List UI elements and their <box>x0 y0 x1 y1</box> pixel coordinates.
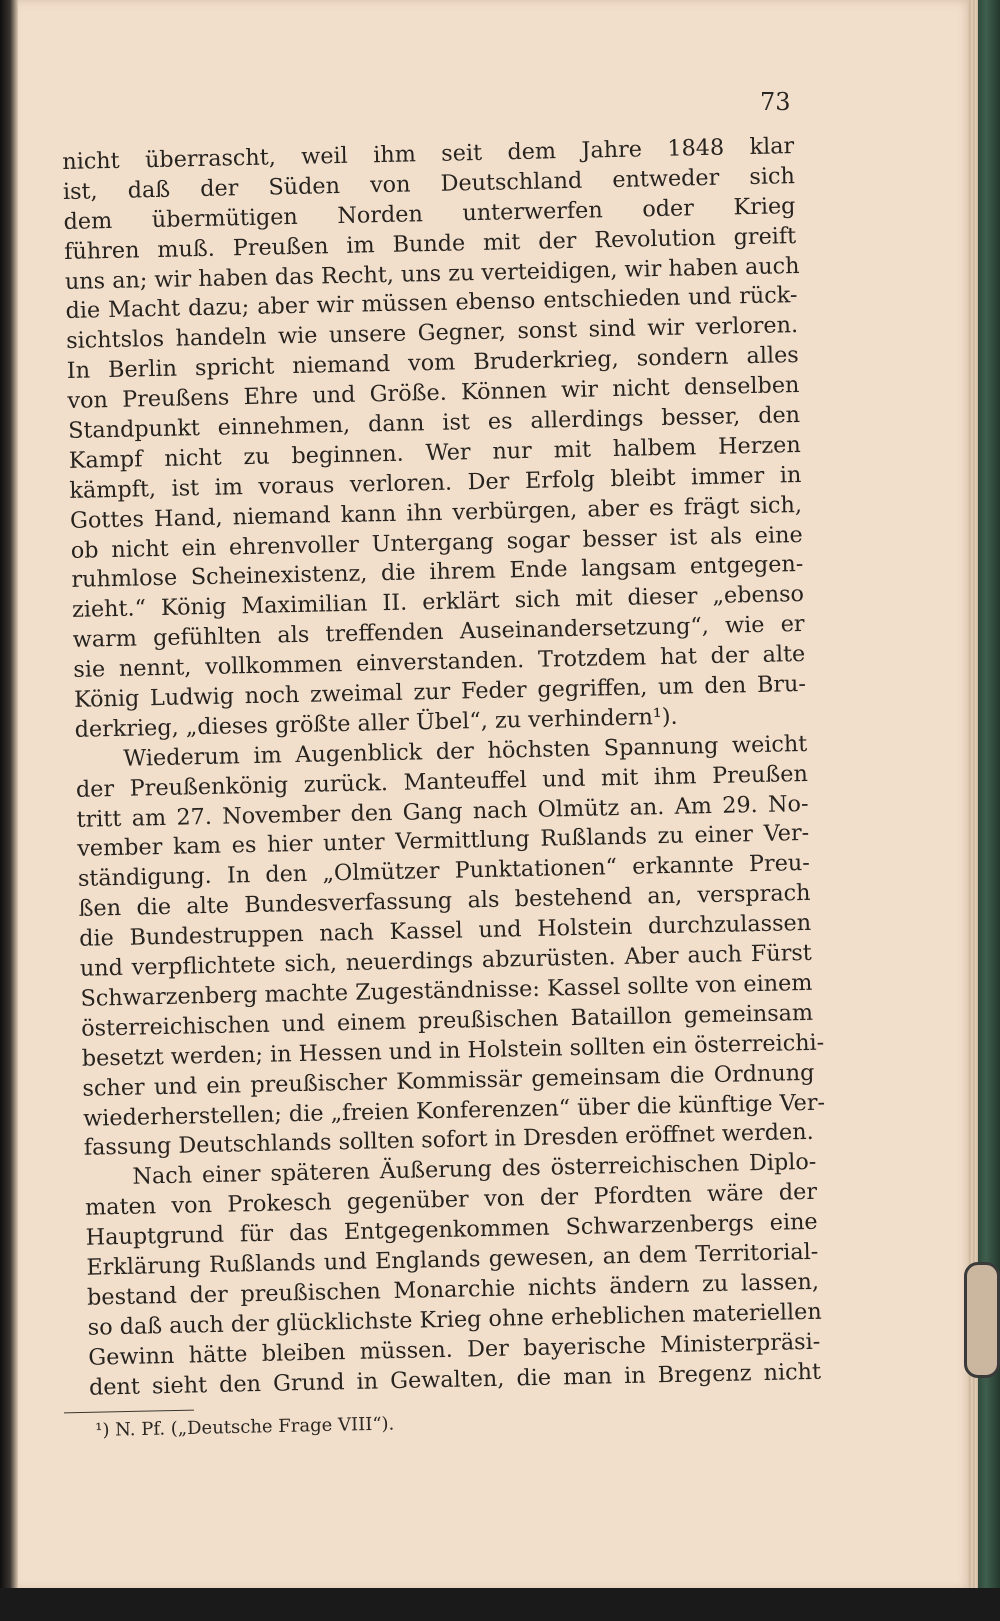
text-line: Gottes Hand, niemand kann ihn verbürgen, aber es frägt sich, <box>69 491 803 534</box>
text-line: uns an; wir haben das Recht, uns zu verteidigen, wir haben auch <box>64 252 800 295</box>
text-line: die Bundestruppen nach Kassel und Holstein durchzulassen <box>78 910 812 952</box>
text-line: bestand der preußischen Monarchie nichts ändern zu lassen, <box>86 1268 820 1311</box>
text-line: Nach einer späteren Äußerung des österreichischen Diplo- <box>132 1149 817 1190</box>
text-line: der Preußenkönig zurück. Manteuffel und mit ihm Preußen <box>75 760 809 803</box>
text-line: so daß auch der glücklichste Krieg ohne erheblichen materiellen <box>87 1298 822 1341</box>
text-line: ßen die alte Bundesverfassung als bestehend an, versprach <box>78 880 811 923</box>
text-line: ob nicht ein ehrenvoller Untergang sogar besser ist als eine <box>70 521 803 564</box>
footnote: ¹) N. Pf. („Deutsche Frage VIII“). <box>95 1413 395 1441</box>
text-line: die Macht dazu; aber wir müssen ebenso entschieden und rück- <box>65 282 798 325</box>
text-line: In Berlin spricht niemand vom Bruderkrieg, sondern alles <box>66 342 799 385</box>
text-line: führen muß. Preußen im Bunde mit der Revolution greift <box>63 222 797 265</box>
text-line: Hauptgrund für das Entgegenkommen Schwarzenbergs eine <box>85 1208 818 1251</box>
text-line: und verpflichtete sich, neuerdings abzurüsten. Aber auch Fürst <box>79 939 813 982</box>
text-line: scher und ein preußischer Kommissär gemeinsam die Ordnung <box>82 1059 815 1102</box>
bottom-shadow <box>0 1588 1000 1621</box>
body-text <box>62 132 826 1403</box>
text-line: tritt am 27. November den Gang nach Olmütz an. Am 29. No- <box>76 790 809 833</box>
text-line: Wiederum im Augenblick der höchsten Spannung weicht <box>123 730 808 772</box>
text-line: nicht überrascht, weil ihm seit dem Jahre 1848 klar <box>62 133 795 175</box>
text-line: von Preußens Ehre und Größe. Können wir nicht denselben <box>67 372 800 415</box>
text-line: ständigung. In den „Olmützer Punktationen“ erkannte Preu- <box>77 850 811 893</box>
page-clip <box>964 1262 1000 1378</box>
text-line: zieht.“ König Maximilian II. erklärt sich mit dieser „ebenso <box>71 581 805 624</box>
text-line: vember kam es hier unter Vermittlung Rußlands zu einer Ver- <box>77 820 810 863</box>
text-line: Kampf nicht zu beginnen. Wer nur mit halbem Herzen <box>68 431 801 474</box>
text-line: derkrieg, „dieses größte aller Übel“, zu verhindern¹). <box>74 703 678 743</box>
text-line: besetzt werden; in Hessen und in Holstein sollten ein österreichi- <box>81 1029 825 1072</box>
text-line: Standpunkt einnehmen, dann ist es allerdings besser, den <box>67 401 801 444</box>
text-line: österreichischen und einem preußischen Bataillon gemeinsam <box>80 999 814 1042</box>
text-line: wiederherstellen; die „freien Konferenzen“ über die künftige Ver- <box>82 1089 826 1132</box>
text-line: fassung Deutschlands sollten sofort in Dresden eröffnet werden. <box>83 1119 814 1162</box>
text-line: dem übermütigen Norden unterwerfen oder Krieg <box>63 192 796 235</box>
text-line: sie nennt, vollkommen einverstanden. Trotzdem hat der alte <box>73 641 806 684</box>
text-line: dent sieht den Grund in Gewalten, die man in Bregenz nicht <box>88 1358 822 1401</box>
text-line: warm gefühlten als treffenden Auseinandersetzung“, wie er <box>72 611 805 654</box>
text-line: sichtslos handeln wie unsere Gegner, sonst sind wir verloren. <box>65 312 799 355</box>
text-line: maten von Prokesch gegenüber von der Pfordten wäre der <box>84 1178 818 1221</box>
text-line: Erklärung Rußlands und Englands gewesen, an dem Territorial- <box>86 1238 819 1281</box>
text-line: ruhmlose Scheinexistenz, die ihrem Ende langsam entgegen- <box>71 551 804 594</box>
text-line: König Ludwig noch zweimal zur Feder gegriffen, um den Bru- <box>73 670 807 713</box>
page-number: 73 <box>760 88 791 116</box>
text-line: ist, daß der Süden von Deutschland entweder sich <box>62 162 796 205</box>
text-line: kämpft, ist im voraus verloren. Der Erfolg bleibt immer in <box>69 461 802 504</box>
text-line: Schwarzenberg machte Zugeständnisse: Kassel sollte von einem <box>80 969 813 1012</box>
text-line: Gewinn hätte bleiben müssen. Der bayerische Ministerpräsi- <box>88 1328 821 1371</box>
